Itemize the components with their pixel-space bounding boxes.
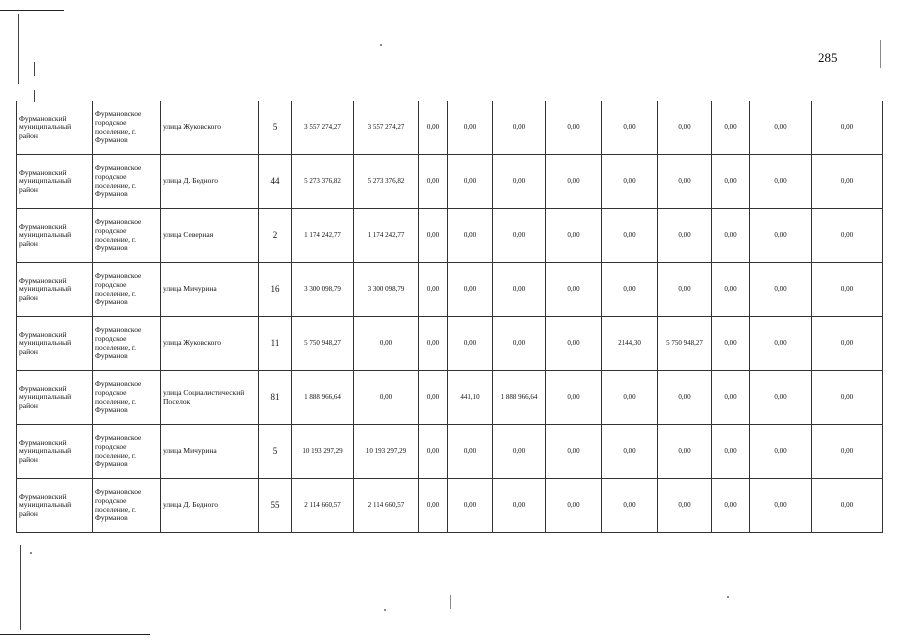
amount-cell: 0,00 (546, 479, 602, 533)
amount-cell: 0,00 (448, 101, 493, 155)
page-number: 285 (818, 50, 838, 65)
amount-cell: 0,00 (750, 263, 812, 317)
amount-cell: 2 114 660,57 (354, 479, 419, 533)
amount-cell: 0,00 (493, 155, 546, 209)
table-row (17, 101, 883, 155)
amount-cell: 0,00 (493, 101, 546, 155)
amount-cell: 0,00 (658, 101, 712, 155)
municipality-cell: Фурмановский муниципальный район (17, 209, 93, 263)
amount-cell: 0,00 (493, 479, 546, 533)
amount-cell: 0,00 (546, 425, 602, 479)
amount-cell: 0,00 (658, 371, 712, 425)
scan-speck (384, 609, 386, 611)
amount-cell: 0,00 (448, 479, 493, 533)
amount-cell: 0,00 (658, 263, 712, 317)
table-row (17, 155, 883, 209)
amount-cell: 0,00 (658, 209, 712, 263)
amount-cell: 5 750 948,27 (292, 317, 354, 371)
settlement-cell: Фурмановское городское поселение, г. Фурманов (93, 101, 161, 155)
amount-cell: 0,00 (812, 425, 883, 479)
municipality-cell: Фурмановский муниципальный район (17, 101, 93, 155)
amount-cell: 0,00 (812, 479, 883, 533)
municipality-cell: Фурмановский муниципальный район (17, 371, 93, 425)
amount-cell: 0,00 (546, 317, 602, 371)
street-cell: улица Жуковского (161, 317, 259, 371)
amount-cell: 3 557 274,27 (354, 101, 419, 155)
municipality-cell: Фурмановский муниципальный район (17, 479, 93, 533)
amount-cell: 0,00 (750, 371, 812, 425)
amount-cell: 1 174 242,77 (292, 209, 354, 263)
amount-cell: 10 193 297,29 (354, 425, 419, 479)
amount-cell: 0,00 (750, 479, 812, 533)
scan-line (450, 595, 451, 609)
table-row (17, 479, 883, 533)
settlement-cell: Фурмановское городское поселение, г. Фурманов (93, 425, 161, 479)
amount-cell: 0,00 (602, 371, 658, 425)
amount-cell: 0,00 (812, 155, 883, 209)
amount-cell: 0,00 (448, 425, 493, 479)
municipality-cell: Фурмановский муниципальный район (17, 425, 93, 479)
table-row (17, 317, 883, 371)
house-number-cell: 5 (259, 425, 292, 479)
amount-cell: 0,00 (750, 209, 812, 263)
amount-cell: 0,00 (750, 425, 812, 479)
amount-cell: 0,00 (812, 263, 883, 317)
amount-cell: 1 888 966,64 (493, 371, 546, 425)
settlement-cell: Фурмановское городское поселение, г. Фурманов (93, 155, 161, 209)
top-rule (0, 10, 64, 11)
amount-cell: 0,00 (658, 155, 712, 209)
amount-cell: 0,00 (419, 101, 448, 155)
settlement-cell: Фурмановское городское поселение, г. Фурманов (93, 263, 161, 317)
scan-line (18, 14, 19, 84)
amount-cell: 0,00 (419, 425, 448, 479)
amount-cell: 0,00 (750, 101, 812, 155)
house-number-cell: 11 (259, 317, 292, 371)
amount-cell: 3 300 098,79 (354, 263, 419, 317)
municipality-cell: Фурмановский муниципальный район (17, 155, 93, 209)
table-row (17, 425, 883, 479)
amount-cell: 0,00 (602, 101, 658, 155)
amount-cell: 3 300 098,79 (292, 263, 354, 317)
amount-cell: 0,00 (419, 263, 448, 317)
amount-cell: 0,00 (658, 479, 712, 533)
amount-cell: 0,00 (448, 317, 493, 371)
amount-cell: 0,00 (712, 479, 750, 533)
amount-cell: 0,00 (712, 371, 750, 425)
scan-speck (30, 552, 32, 554)
municipality-cell: Фурмановский муниципальный район (17, 317, 93, 371)
amount-cell: 0,00 (354, 317, 419, 371)
house-number-cell: 2 (259, 209, 292, 263)
amount-cell: 0,00 (419, 479, 448, 533)
amount-cell: 0,00 (448, 209, 493, 263)
amount-cell: 5 273 376,82 (354, 155, 419, 209)
scan-speck (380, 44, 382, 46)
street-cell: улица Жуковского (161, 101, 259, 155)
amount-cell: 0,00 (812, 209, 883, 263)
amount-cell: 0,00 (419, 209, 448, 263)
amount-cell: 2144,30 (602, 317, 658, 371)
amount-cell: 5 273 376,82 (292, 155, 354, 209)
amount-cell: 0,00 (493, 317, 546, 371)
amount-cell: 3 557 274,27 (292, 101, 354, 155)
amount-cell: 0,00 (812, 101, 883, 155)
scan-line (34, 62, 35, 76)
table-row (17, 371, 883, 425)
amount-cell: 0,00 (750, 155, 812, 209)
amount-cell: 0,00 (812, 317, 883, 371)
scan-line (20, 545, 21, 630)
amount-cell: 0,00 (419, 155, 448, 209)
amount-cell: 10 193 297,29 (292, 425, 354, 479)
amount-cell: 0,00 (448, 263, 493, 317)
amount-cell: 0,00 (712, 101, 750, 155)
amount-cell: 0,00 (419, 371, 448, 425)
settlement-cell: Фурмановское городское поселение, г. Фурманов (93, 209, 161, 263)
street-cell: улица Мичурина (161, 425, 259, 479)
amount-cell: 0,00 (419, 317, 448, 371)
amount-cell: 0,00 (546, 155, 602, 209)
house-number-cell: 5 (259, 101, 292, 155)
amount-cell: 441,10 (448, 371, 493, 425)
scan-speck (727, 596, 729, 598)
amount-cell: 0,00 (812, 371, 883, 425)
bottom-rule (0, 634, 150, 635)
house-number-cell: 81 (259, 371, 292, 425)
amount-cell: 0,00 (712, 155, 750, 209)
settlement-cell: Фурмановское городское поселение, г. Фурманов (93, 317, 161, 371)
street-cell: улица Д. Бедного (161, 155, 259, 209)
scan-line (880, 40, 881, 68)
amount-cell: 0,00 (658, 425, 712, 479)
amount-cell: 0,00 (712, 209, 750, 263)
amount-cell: 0,00 (493, 425, 546, 479)
house-number-cell: 44 (259, 155, 292, 209)
amount-cell: 0,00 (750, 317, 812, 371)
amount-cell: 0,00 (546, 209, 602, 263)
amount-cell: 0,00 (602, 209, 658, 263)
amount-cell: 0,00 (448, 155, 493, 209)
street-cell: улица Мичурина (161, 263, 259, 317)
amount-cell: 0,00 (602, 425, 658, 479)
house-number-cell: 16 (259, 263, 292, 317)
amount-cell: 0,00 (546, 101, 602, 155)
amount-cell: 0,00 (546, 371, 602, 425)
amount-cell: 5 750 948,27 (658, 317, 712, 371)
amount-cell: 0,00 (712, 317, 750, 371)
house-number-cell: 55 (259, 479, 292, 533)
amount-cell: 1 174 242,77 (354, 209, 419, 263)
amount-cell: 0,00 (602, 479, 658, 533)
amount-cell: 2 114 660,57 (292, 479, 354, 533)
amount-cell: 0,00 (493, 209, 546, 263)
settlement-cell: Фурмановское городское поселение, г. Фурманов (93, 479, 161, 533)
street-cell: улица Социалистический Поселок (161, 371, 259, 425)
municipality-cell: Фурмановский муниципальный район (17, 263, 93, 317)
amount-cell: 1 888 966,64 (292, 371, 354, 425)
table-row (17, 209, 883, 263)
settlement-cell: Фурмановское городское поселение, г. Фурманов (93, 371, 161, 425)
amount-cell: 0,00 (602, 263, 658, 317)
amount-cell: 0,00 (354, 371, 419, 425)
street-cell: улица Д. Бедного (161, 479, 259, 533)
amount-cell: 0,00 (712, 263, 750, 317)
street-cell: улица Северная (161, 209, 259, 263)
amount-cell: 0,00 (546, 263, 602, 317)
data-table (16, 101, 883, 533)
table-row (17, 263, 883, 317)
amount-cell: 0,00 (493, 263, 546, 317)
amount-cell: 0,00 (602, 155, 658, 209)
amount-cell: 0,00 (712, 425, 750, 479)
